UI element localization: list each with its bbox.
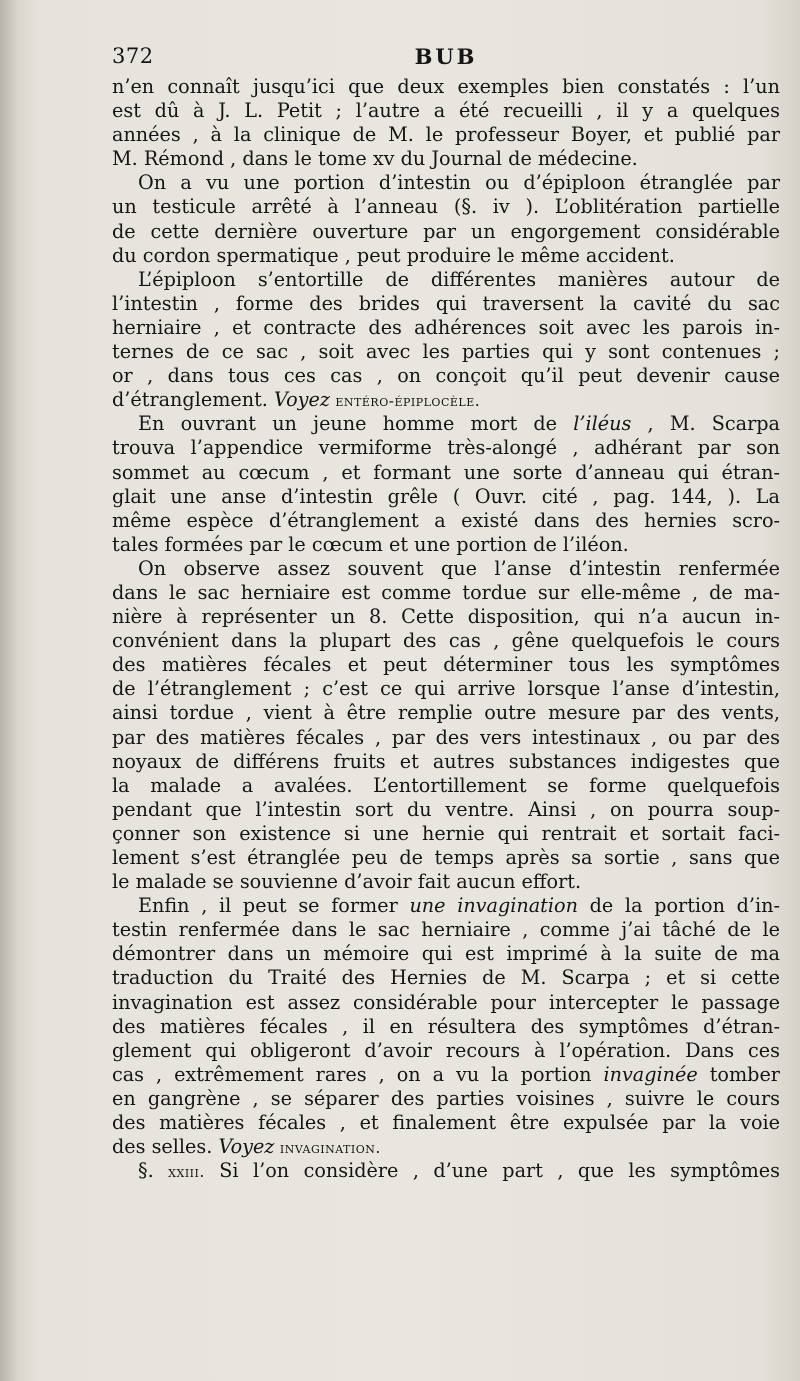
small-caps-text: entéro-épiplocèle. [329, 392, 481, 411]
text-segment: des matières fécales , et finalement être expulsée par la voie [112, 1111, 780, 1135]
text-line [112, 846, 780, 870]
text-segment: glement qui obligeront d’avoir recours à l’opération. Dans ces [112, 1038, 780, 1062]
text-segment: or , dans tous ces cas , on conçoit qu’il peut devenir cause [112, 364, 780, 388]
text-line [112, 1015, 780, 1039]
text-segment: l’intestin , forme des brides qui traversent la cavité du sac [112, 291, 780, 315]
text-segment: M. Rémond , dans le tome xv du Journal de médecine. [112, 147, 638, 171]
text-line [112, 991, 780, 1015]
text-segment: En ouvrant un jeune homme mort de [138, 412, 574, 436]
text-segment: n’en connaît jusqu’ici que deux exemples bien constatés : l’un [112, 75, 780, 98]
text-segment: des matières fécales , il en résultera des symptômes d’étran- [112, 1014, 780, 1038]
page-header [112, 44, 780, 72]
text-segment: testin renfermée dans le sac herniaire , comme j’ai tâché de le [112, 918, 780, 942]
binding-shadow [0, 0, 18, 1381]
text-segment: de cette dernière ouverture par un engorgement considérable [112, 219, 780, 243]
text-segment: trouva l’appendice vermiforme très-alongé , adhérant par son [112, 436, 780, 460]
text-segment: sommet au cœcum , et formant une sorte d’anneau qui étran- [112, 460, 780, 484]
text-line [112, 292, 780, 316]
text-line [112, 605, 780, 629]
text-segment: nière à représenter un 8. Cette disposition, qui n’a aucun in- [112, 605, 780, 629]
text-line [112, 774, 780, 798]
text-line [112, 942, 780, 966]
text-line [112, 726, 780, 750]
text-line [112, 1159, 780, 1183]
text-line [112, 798, 780, 822]
italic-text: Voyez [274, 388, 330, 412]
text-line [112, 485, 780, 509]
text-segment: dans le sac herniaire est comme tordue sur elle-même , de ma- [112, 580, 780, 604]
text-line [112, 1039, 780, 1063]
text-segment: est dû à J. L. Petit ; l’autre a été recueilli , il y a quelques [112, 99, 780, 123]
text-segment: du cordon spermatique , peut produire le même accident. [112, 243, 675, 267]
text-segment: des matières fécales et peut déterminer tous les symptômes [112, 653, 780, 677]
text-segment: en gangrène , se séparer des parties voisines , suivre le cours [112, 1086, 780, 1110]
text-line [112, 244, 780, 268]
text-segment: traduction du Traité des Hernies de M. Scarpa ; et si cette [112, 966, 780, 990]
text-line [112, 340, 780, 364]
text-line [112, 1087, 780, 1111]
text-segment: noyaux de différens fruits et autres substances indigestes que [112, 749, 780, 773]
italic-text: une invagination [409, 894, 578, 918]
text-line [112, 461, 780, 485]
text-segment: années , à la clinique de M. le professeur Boyer, et publié par [112, 123, 780, 147]
text-line [112, 966, 780, 990]
text-segment: démontrer dans un mémoire qui est imprimé à la suite de ma [112, 942, 780, 966]
text-segment: d’étranglement. [112, 388, 275, 412]
text-segment: , M. Scarpa [631, 412, 780, 436]
text-segment: On a vu une portion d’intestin ou d’épiploon étranglée par [138, 171, 780, 195]
text-line [112, 412, 780, 436]
text-line [112, 388, 780, 412]
text-line [112, 220, 780, 244]
text-segment: cas , extrêmement rares , on a vu la portion [112, 1062, 604, 1086]
text-line [112, 1135, 780, 1159]
text-line [112, 268, 780, 292]
text-segment: un testicule arrêté à l’anneau (§. iv ). L’oblitération partielle [112, 195, 780, 219]
body-text [112, 75, 780, 1183]
text-line [112, 171, 780, 195]
text-line [112, 316, 780, 340]
text-segment: §. [138, 1159, 169, 1183]
small-caps-text: invagination. [274, 1139, 381, 1158]
text-segment: par des matières fécales , par des vers intestinaux , ou par des [112, 725, 780, 749]
text-line [112, 75, 780, 99]
text-segment: ternes de ce sac , soit avec les parties qui y sont contenues ; [112, 340, 780, 364]
text-segment: de la portion d’in- [577, 894, 780, 918]
running-head: BUB [414, 44, 478, 69]
italic-text: l’iléus [573, 412, 632, 436]
text-segment: ainsi tordue , vient à être remplie outre mesure par des vents, [112, 701, 780, 725]
text-segment: çonner son existence si une hernie qui rentrait et sortait faci- [112, 821, 780, 845]
text-line [112, 509, 780, 533]
text-line [112, 436, 780, 460]
text-segment: des selles. [112, 1135, 219, 1159]
text-segment: invagination est assez considérable pour intercepter le passage [112, 990, 780, 1014]
text-line [112, 533, 780, 557]
text-line [112, 1111, 780, 1135]
text-segment: tomber [697, 1062, 780, 1086]
text-segment: herniaire , et contracte des adhérences soit avec les parois in- [112, 315, 780, 339]
text-segment: la malade a avalées. L’entortillement se forme quelquefois [112, 773, 780, 797]
text-segment: On observe assez souvent que l’anse d’intestin renfermée [138, 556, 780, 580]
text-segment: même espèce d’étranglement a existé dans des hernies scro- [112, 508, 780, 532]
text-segment: Si l’on considère , d’une part , que les symptômes [204, 1159, 780, 1183]
text-segment: tales formées par le cœcum et une portion de l’iléon. [112, 532, 629, 556]
text-segment: le malade se souvienne d’avoir fait aucun effort. [112, 870, 582, 894]
text-line [112, 822, 780, 846]
text-line [112, 653, 780, 677]
text-line [112, 629, 780, 653]
text-line [112, 894, 780, 918]
text-line [112, 870, 780, 894]
text-line [112, 99, 780, 123]
text-line [112, 557, 780, 581]
text-segment: lement s’est étranglée peu de temps après sa sortie , sans que [112, 846, 780, 869]
page-number: 372 [112, 44, 154, 68]
text-line [112, 1063, 780, 1087]
text-line [112, 364, 780, 388]
text-line [112, 750, 780, 774]
text-line [112, 918, 780, 942]
text-segment: Enfin , il peut se former [138, 894, 410, 918]
text-segment: de l’étranglement ; c’est ce qui arrive lorsque l’anse d’intestin, [112, 677, 780, 701]
text-line [112, 123, 780, 147]
text-line [112, 677, 780, 701]
text-segment: L’épiploon s’entortille de différentes manières autour de [138, 267, 780, 291]
small-caps-text: xxiii. [168, 1163, 205, 1182]
text-line [112, 581, 780, 605]
text-segment: convénient dans la plupart des cas , gêne quelquefois le cours [112, 629, 780, 653]
text-line [112, 195, 780, 219]
text-segment: glait une anse d’intestin grêle ( Ouvr. cité , pag. 144, ). La [112, 484, 780, 508]
text-line [112, 701, 780, 725]
italic-text: Voyez [218, 1135, 275, 1159]
text-segment: pendant que l’intestin sort du ventre. Ainsi , on pourra soup- [112, 797, 780, 821]
text-line [112, 147, 780, 171]
italic-text: invaginée [603, 1062, 698, 1086]
